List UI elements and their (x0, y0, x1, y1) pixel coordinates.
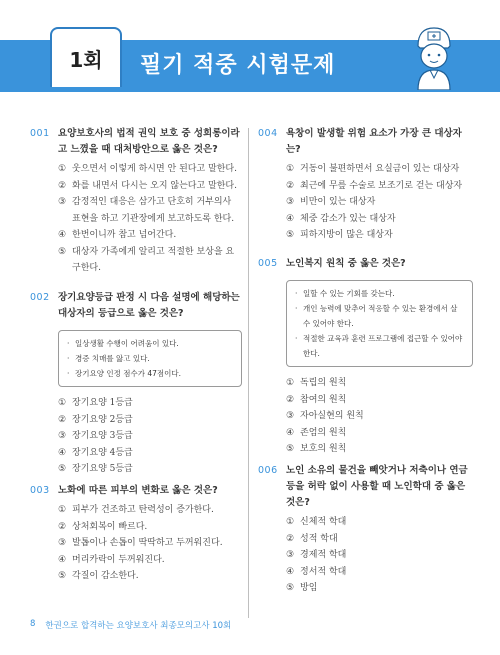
option-3[interactable] (286, 547, 473, 564)
option-mark: ④ (58, 230, 67, 240)
option-4[interactable] (286, 211, 473, 228)
question-005 (258, 256, 473, 458)
question-info-box: · 일상생활 수행이 어려움이 있다. · 경증 치매를 앓고 있다. · 장기요양 인정 점수가 47점이다. (58, 330, 242, 387)
question-number: 003 (30, 485, 50, 496)
option-1[interactable] (286, 161, 473, 178)
question-text: 노인 소유의 물건을 빼앗거나 저축이나 연금 등을 허락 없이 사용할 때 노인학대 중 옳은 것은? (286, 465, 468, 508)
option-list (286, 514, 473, 597)
option-mark: ⑤ (286, 444, 295, 454)
option-text: 거동이 불편하면서 요실금이 있는 대상자 (300, 164, 460, 174)
option-2[interactable] (286, 178, 473, 195)
question-number: 002 (30, 292, 50, 303)
page-footer (30, 619, 231, 631)
option-1[interactable] (286, 375, 473, 392)
question-number: 005 (258, 258, 278, 269)
option-list (58, 502, 242, 585)
question-number: 004 (258, 128, 278, 139)
option-mark: ① (286, 378, 295, 388)
option-4[interactable] (58, 445, 242, 462)
option-mark: ④ (58, 447, 67, 458)
option-text: 장기요양 3등급 (72, 431, 133, 441)
column-divider (248, 128, 249, 618)
question-006 (258, 463, 473, 597)
option-1[interactable] (286, 514, 473, 531)
caregiver-mascot-icon (408, 22, 460, 90)
option-mark: ⑤ (58, 246, 67, 257)
option-text: 신체적 학대 (300, 517, 347, 527)
question-001 (30, 126, 242, 277)
option-mark: ④ (58, 554, 67, 565)
option-mark: ③ (286, 411, 295, 421)
option-4[interactable] (286, 425, 473, 442)
option-mark: ② (286, 533, 295, 544)
option-2[interactable] (58, 519, 242, 536)
question-text: 요양보호사의 법적 권익 보호 중 성희롱이라고 느꼈을 때 대처방안으로 옳은 것은? (58, 128, 240, 155)
option-text: 장기요양 4등급 (72, 447, 133, 458)
option-4[interactable] (58, 227, 242, 244)
option-text: 상처회복이 빠르다. (72, 521, 148, 532)
option-3[interactable] (58, 194, 242, 227)
option-4[interactable] (286, 564, 473, 581)
option-text: 각질이 감소한다. (72, 571, 139, 581)
question-text: 장기요양등급 판정 시 다음 설명에 해당하는 대상자의 등급으로 옳은 것은? (58, 292, 240, 319)
option-1[interactable] (58, 161, 242, 178)
box-line: 적절한 교육과 훈련 프로그램에 접근할 수 있어야 한다. (303, 334, 463, 358)
question-number: 006 (258, 465, 278, 476)
option-text: 한번이니까 참고 넘어간다. (72, 230, 177, 240)
option-mark: ① (286, 517, 295, 527)
option-text: 장기요양 2등급 (72, 414, 133, 425)
book-title: 한권으로 합격하는 요양보호사 최종모의고사 10회 (45, 621, 232, 631)
question-text: 욕창이 발생할 위험 요소가 가장 큰 대상자는? (286, 128, 462, 155)
question-004 (258, 126, 473, 244)
option-text: 장기요양 1등급 (72, 398, 133, 408)
option-5[interactable] (286, 580, 473, 597)
option-5[interactable] (58, 461, 242, 478)
option-text: 정서적 학대 (300, 566, 347, 577)
option-mark: ① (58, 505, 67, 515)
page-number: 8 (30, 619, 36, 629)
option-text: 감정적인 대응은 삼가고 단호히 거부의사 표현을 하고 기관장에게 보고하도록 한다. (72, 197, 235, 224)
option-text: 체중 감소가 있는 대상자 (300, 213, 396, 224)
box-line: 일상생활 수행이 어려움이 있다. (75, 339, 179, 348)
box-line: 장기요양 인정 점수가 47점이다. (75, 369, 182, 378)
option-text: 자아실현의 원칙 (300, 411, 364, 421)
option-3[interactable] (286, 408, 473, 425)
box-line: 일할 수 있는 기회를 갖는다. (303, 289, 395, 298)
option-mark: ③ (58, 197, 67, 207)
option-list (286, 161, 473, 244)
question-003 (30, 483, 242, 585)
option-text: 참여의 원칙 (300, 394, 347, 405)
option-list (58, 161, 242, 277)
page-header (0, 0, 500, 95)
option-1[interactable] (58, 502, 242, 519)
box-line: 개인 능력에 맞추어 적응할 수 있는 환경에서 살 수 있어야 한다. (303, 304, 458, 328)
option-text: 머리카락이 두꺼워진다. (72, 554, 165, 565)
option-mark: ① (58, 398, 67, 408)
option-list (58, 395, 242, 478)
option-2[interactable] (58, 178, 242, 195)
option-mark: ② (58, 180, 67, 191)
option-mark: ⑤ (58, 571, 67, 581)
option-5[interactable] (58, 568, 242, 585)
option-3[interactable] (58, 428, 242, 445)
option-text: 피부가 건조하고 탄력성이 증가한다. (72, 505, 214, 515)
option-2[interactable] (286, 392, 473, 409)
option-list (286, 375, 473, 458)
option-2[interactable] (286, 531, 473, 548)
option-mark: ② (286, 394, 295, 405)
option-mark: ④ (286, 427, 295, 438)
option-4[interactable] (58, 552, 242, 569)
option-text: 성적 학대 (300, 533, 338, 544)
option-text: 존엄의 원칙 (300, 427, 347, 438)
option-mark: ③ (286, 550, 295, 560)
option-mark: ⑤ (286, 230, 295, 240)
option-text: 대상자 가족에게 알리고 적절한 보상을 요구한다. (72, 246, 235, 273)
option-mark: ① (286, 164, 295, 174)
option-text: 최근에 무릎 수술로 보조기로 걷는 대상자 (300, 180, 463, 191)
box-line: 경증 치매를 앓고 있다. (75, 354, 150, 363)
option-5[interactable] (286, 441, 473, 458)
option-text: 경제적 학대 (300, 550, 347, 560)
round-badge: 1회 (50, 27, 122, 87)
option-mark: ⑤ (286, 583, 295, 593)
option-mark: ⑤ (58, 464, 67, 474)
option-mark: ② (58, 414, 67, 425)
option-text: 화를 내면서 다시는 오지 않는다고 말한다. (72, 180, 237, 191)
option-mark: ③ (58, 431, 67, 441)
option-mark: ② (58, 521, 67, 532)
option-mark: ① (58, 164, 67, 174)
question-info-box: · 일할 수 있는 기회를 갖는다. · 개인 능력에 맞추어 적응할 수 있는 환경에서 살 수 있어야 한다. · 적절한 교육과 훈련 프로그램에 접근할 수 있어야 한다. (286, 280, 473, 367)
option-text: 피하지방이 많은 대상자 (300, 230, 393, 240)
option-3[interactable] (58, 535, 242, 552)
question-002 (30, 290, 242, 478)
question-text: 노인복지 원칙 중 옳은 것은? (286, 258, 406, 269)
option-text: 비만이 있는 대상자 (300, 197, 376, 207)
option-mark: ② (286, 180, 295, 191)
page-title: 필기 적중 시험문제 (140, 53, 336, 78)
option-text: 장기요양 5등급 (72, 464, 133, 474)
option-mark: ④ (286, 566, 295, 577)
option-text: 보호의 원칙 (300, 444, 347, 454)
option-text: 독립의 원칙 (300, 378, 347, 388)
option-text: 발톱이나 손톱이 딱딱하고 두꺼워진다. (72, 538, 223, 548)
option-mark: ③ (286, 197, 295, 207)
option-mark: ④ (286, 213, 295, 224)
question-number: 001 (30, 128, 50, 139)
question-text: 노화에 따른 피부의 변화로 옳은 것은? (58, 485, 218, 496)
option-text: 방임 (300, 583, 318, 593)
option-mark: ③ (58, 538, 67, 548)
option-5[interactable] (286, 227, 473, 244)
option-2[interactable] (58, 412, 242, 429)
option-1[interactable] (58, 395, 242, 412)
option-text: 웃으면서 이렇게 하시면 안 된다고 말한다. (72, 164, 237, 174)
option-5[interactable] (58, 244, 242, 277)
option-3[interactable] (286, 194, 473, 211)
